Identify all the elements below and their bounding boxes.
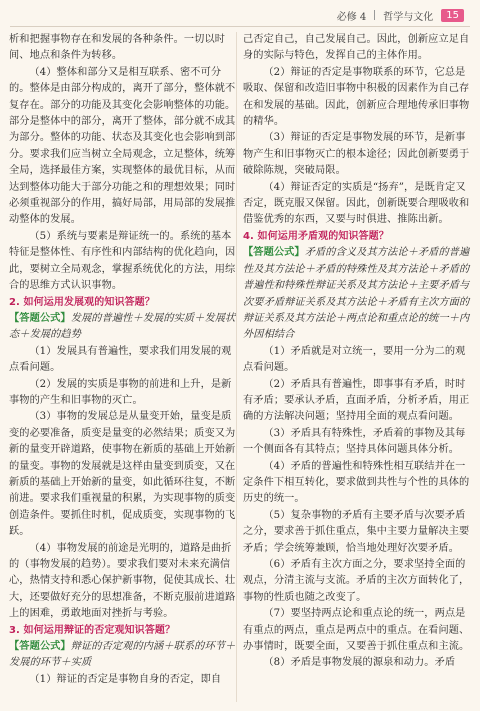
paragraph: （5）复杂事物的矛盾有主要矛盾与次要矛盾之分，要求善于抓住重点，集中主要力量解决主要矛盾；学会统筹兼顾，恰当地处理好次要矛盾。 <box>243 509 470 554</box>
paragraph: （4）辩证否定的实质是“扬弃”，是既肯定又否定，既克服又保留。因此，创新既要合理吸收和借鉴优秀的东西，又要与时俱进、推陈出新。 <box>243 181 470 226</box>
paragraph: （7）要坚持两点论和重点论的统一，两点是有重点的两点，重点是两点中的重点。在看问题、办事情时，既要全面，又要善于抓住重点和主流。 <box>243 608 470 653</box>
paragraph: 己否定自己，自己发展自己。因此，创新应立足自身的实际与特色，发挥自己的主体作用。 <box>243 34 470 62</box>
paragraph: （4）事物发展的前途是光明的，道路是曲折的（事物发展的趋势）。要求我们要对未来充满信心，热情支持和悉心保护新事物，促使其成长、壮大，还要做好充分的思想准备，不断克服前进道路上的困难，勇敢地面对挫折与考验。 <box>9 542 236 620</box>
paragraph: （5）系统与要素是辩证统一的。系统的基本特征是整体性、有序性和内部结构的优化趋向，因此，要树立全局观念，掌握系统优化的方法，用综合的思维方式认识事物。 <box>9 230 236 292</box>
paragraph: （1）矛盾就是对立统一，要用一分为二的观点看问题。 <box>243 345 466 374</box>
paragraph: （1）发展具有普遍性，要求我们用发展的观点看问题。 <box>9 345 232 374</box>
paragraph: （4）矛盾的普遍性和特殊性相互联结并在一定条件下相互转化，要求做到共性与个性的具体的历史的统一。 <box>243 460 470 505</box>
question-heading: 3. 如何运用辩证的否定观知识答题？ <box>9 624 176 636</box>
paragraph: （2）发展的实质是事物的前进和上升，是新事物的产生和旧事物的灭亡。 <box>9 378 232 406</box>
answer-formula <box>9 311 236 344</box>
formula-tag: 【答题公式】 <box>9 312 71 324</box>
left-column <box>9 32 236 688</box>
paragraph: （8）矛盾是事物发展的源泉和动力。矛盾 <box>263 657 456 669</box>
header-separator <box>374 10 375 20</box>
answer-formula <box>243 245 470 343</box>
paragraph: （3）事物的发展总是从量变开始，量变是质变的必要准备，质变是量变的必然结果；质变又为新的量变开辟道路，使事物在新质的基础上开始新的量变。事物的发展就是这样由量变到质变，又在新质的基础上开始新的量变，如此循环往复，不断前进。要求我们重视量的积累，为实现事物的质变创造条件。要抓住时机，促成质变，实现事物的飞跃。 <box>9 411 236 538</box>
paragraph: 析和把握事物存在和发展的各种条件。一切以时间、地点和条件为转移。 <box>9 34 226 62</box>
book-volume: 必修 4 <box>336 11 367 23</box>
formula-text: 辩证的否定观的内涵＋联系的环节＋发展的环节＋实质 <box>9 641 236 669</box>
question-heading: 4. 如何运用矛盾观的知识答题？ <box>243 230 389 242</box>
answer-formula <box>9 639 236 672</box>
paragraph: （6）矛盾有主次方面之分，要求坚持全面的观点，分清主流与支流。矛盾的主次方面转化了，事物的性质也随之改变了。 <box>243 559 470 603</box>
paragraph: （3）辩证的否定是事物发展的环节，是新事物产生和旧事物灭亡的根本途径；因此创新要勇于破除陈规，突破局限。 <box>243 132 470 177</box>
paragraph: （4）整体和部分又是相互联系、密不可分的。整体是由部分构成的，离开了部分，整体就不复存在。部分的功能及其变化会影响整体的功能。部分是整体中的部分，离开了整体，部分就不成其为部分。整体的功能、状态及其变化也会影响到部分。要求我们应当树立全局观念，立足整体，统筹全局，选择最佳方案，实现整体的最优目标，从而达到整体功能大于部分功能之和的理想效果；同时必须重视部分的作用，搞好局部，用局部的发展推动整体的发展。 <box>9 66 236 226</box>
question-heading: 2. 如何运用发展观的知识答题？ <box>9 296 155 308</box>
column-divider <box>236 32 237 702</box>
formula-tag: 【答题公式】 <box>243 247 305 259</box>
page-header <box>337 6 464 24</box>
page-number-badge: 15 <box>441 9 464 22</box>
paragraph: （3）矛盾具有特殊性，矛盾着的事物及其每一个侧面各有其特点；坚持具体问题具体分析。 <box>243 427 466 456</box>
paragraph: （2）辩证的否定是事物联系的环节，它总是吸取、保留和改造旧事物中积极的因素作为自己存在和发展的基础。因此，创新应合理地传承旧事物的精华。 <box>243 66 470 128</box>
formula-tag: 【答题公式】 <box>9 641 71 653</box>
subject-title: 哲学与文化 <box>383 11 434 23</box>
formula-text: 矛盾的含义及其方法论＋矛盾的普遍性及其方法论＋矛盾的特殊性及其方法论＋矛盾的普遍性和特殊性辩证关系及其方法论＋主要矛盾与次要矛盾辩证关系及其方法论＋矛盾有主次方面的辩证关系及其方法论＋两点论和重点论的统一＋内外因相结合 <box>243 247 470 341</box>
right-column <box>243 32 470 672</box>
formula-text: 发展的普遍性＋发展的实质＋发展状态＋发展的趋势 <box>9 312 236 341</box>
header-divider <box>10 26 470 27</box>
paragraph: （2）矛盾具有普遍性，即事事有矛盾，时时有矛盾；要承认矛盾，直面矛盾，分析矛盾，用正确的方法解决问题；坚持用全面的观点看问题。 <box>243 378 470 423</box>
paragraph: （1）辩证的否定是事物自身的否定，即自 <box>29 673 222 685</box>
